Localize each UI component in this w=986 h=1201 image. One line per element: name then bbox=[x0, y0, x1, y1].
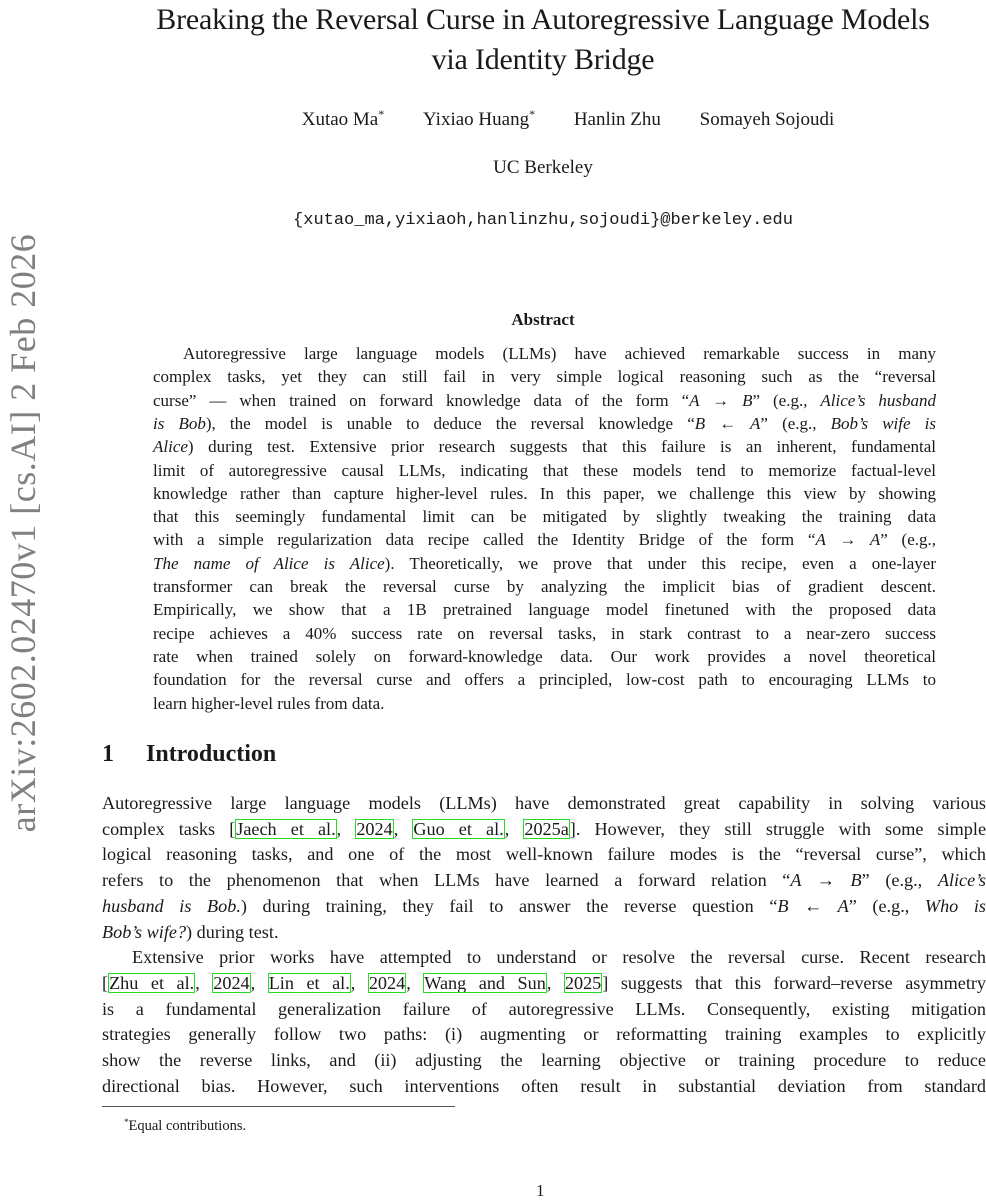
body-line: Autoregressive large language models (LLMs) have demonstrated great capability in solving various bbox=[102, 793, 986, 813]
body-line: show the reverse links, and (ii) adjusting the learning objective or training procedure to reduce bbox=[102, 1050, 986, 1070]
body-line: is a fundamental generalization failure of autoregressive LLMs. Consequently, existing mitigation bbox=[102, 998, 986, 1019]
abstract-line: is Bob), the model is unable to deduce the reversal knowledge “B ← A” (e.g., Bob’s wife is bbox=[153, 413, 936, 433]
body-line: Bob’s wife?) during test. bbox=[102, 921, 279, 942]
section-title: Introduction bbox=[146, 741, 277, 767]
body-line: strategies generally follow two paths: (i) augmenting or reformatting training examples to explicitly bbox=[102, 1024, 986, 1045]
page-number: 1 bbox=[536, 1181, 545, 1200]
abstract-line: that this seemingly fundamental limit can be mitigated by slightly tweaking the training data bbox=[153, 507, 936, 527]
abstract-line: foundation for the reversal curse and offers a principled, low-cost path to encouraging LLMs to bbox=[153, 670, 936, 690]
arxiv-stamp[interactable]: arXiv:2602.02470v1 [cs.AI] 2 Feb 2026 bbox=[3, 233, 43, 833]
citation-link[interactable]: 2024 bbox=[356, 818, 393, 839]
abstract-line: Alice) during test. Extensive prior research suggests that this failure is an inherent, fundamental bbox=[153, 437, 936, 457]
equal-contribution-mark[interactable]: * bbox=[378, 107, 385, 121]
body-line: Extensive prior works have attempted to understand or resolve the reversal curse. Recent research bbox=[132, 947, 986, 968]
author-list bbox=[150, 101, 986, 133]
citation-link[interactable]: 2025a bbox=[524, 818, 569, 839]
body-line: complex tasks [Jaech et al., 2024, Guo et al., 2025a]. However, they still struggle with some simple bbox=[102, 818, 986, 839]
paper-title bbox=[100, 0, 986, 80]
citation-link[interactable]: Jaech et al. bbox=[236, 818, 336, 839]
footnote-text: Equal contributions. bbox=[128, 1118, 247, 1134]
author: Xutao Ma* bbox=[301, 107, 385, 130]
author: Yixiao Huang* bbox=[423, 107, 536, 130]
citation-link[interactable]: Guo et al. bbox=[413, 818, 504, 839]
citation-link[interactable]: Lin et al. bbox=[268, 972, 350, 993]
citation-link[interactable]: 2025 bbox=[564, 972, 602, 993]
footnote-mark: * bbox=[124, 1117, 129, 1127]
author: Somayeh Sojoudi bbox=[699, 109, 835, 130]
title-line-2: via Identity Bridge bbox=[431, 43, 655, 76]
body-line: husband is Bob.) during training, they fail to answer the reverse question “B ← A” (e.g., Who is bbox=[102, 895, 986, 916]
citation-link[interactable]: Wang and Sun bbox=[424, 972, 546, 993]
abstract-line: limit of autoregressive causal LLMs, indicating that these models tend to memorize factual-level bbox=[153, 460, 936, 480]
citation-link[interactable]: 2024 bbox=[213, 972, 250, 993]
section-number: 1 bbox=[102, 741, 114, 767]
affiliation: UC Berkeley bbox=[493, 157, 593, 178]
abstract-line: complex tasks, yet they can still fail in very simple logical reasoning such as the “reversal bbox=[153, 367, 936, 387]
abstract-line: transformer can break the reversal curse by analyzing the implicit bias of gradient descent. bbox=[153, 577, 936, 596]
author-emails[interactable]: {xutao_ma,yixiaoh,hanlinzhu,sojoudi}@berkeley.edu bbox=[293, 211, 793, 230]
citation-link[interactable]: Zhu et al. bbox=[109, 972, 195, 993]
abstract-heading: Abstract bbox=[511, 310, 575, 329]
abstract-line: rate when trained solely on forward-knowledge data. Our work provides a novel theoretical bbox=[153, 646, 936, 666]
author: Hanlin Zhu bbox=[573, 109, 661, 130]
footnote bbox=[124, 1112, 246, 1136]
abstract-line: The name of Alice is Alice). Theoretically, we prove that under this recipe, even a one-layer bbox=[153, 553, 936, 573]
abstract-line: recipe achieves a 40% success rate on reversal tasks, in stark contrast to a near-zero success bbox=[153, 623, 936, 643]
equal-contribution-mark[interactable]: * bbox=[529, 107, 536, 121]
title-line-1: Breaking the Reversal Curse in Autoregressive Language Models bbox=[156, 3, 930, 36]
section-heading-introduction bbox=[102, 738, 276, 770]
body-line: [Zhu et al., 2024, Lin et al., 2024, Wang and Sun, 2025] suggests that this forward–reverse asymmetry bbox=[102, 972, 986, 993]
body-line: refers to the phenomenon that when LLMs have learned a forward relation “A → B” (e.g., Alice’s bbox=[102, 870, 986, 891]
body-line: logical reasoning tasks, and one of the most well-known failure modes is the “reversal curse”, which bbox=[102, 844, 986, 865]
body-line: directional bias. However, such interventions often result in substantial deviation from standard bbox=[102, 1075, 986, 1096]
abstract-line: with a simple regularization data recipe called the Identity Bridge of the form “A → A” (e.g., bbox=[153, 530, 936, 550]
footnote-divider bbox=[102, 1106, 455, 1107]
abstract-line: Empirically, we show that a 1B pretrained language model finetuned with the proposed data bbox=[153, 600, 936, 620]
abstract-line: learn higher-level rules from data. bbox=[153, 693, 385, 713]
citation-link[interactable]: 2024 bbox=[368, 972, 406, 993]
abstract-line: Autoregressive large language models (LLMs) have achieved remarkable success in many bbox=[183, 344, 936, 363]
abstract-line: curse” — when trained on forward knowledge data of the form “A → B” (e.g., Alice’s husband bbox=[153, 390, 936, 410]
abstract-line: knowledge rather than capture higher-level rules. In this paper, we challenge this view by showing bbox=[153, 483, 936, 503]
